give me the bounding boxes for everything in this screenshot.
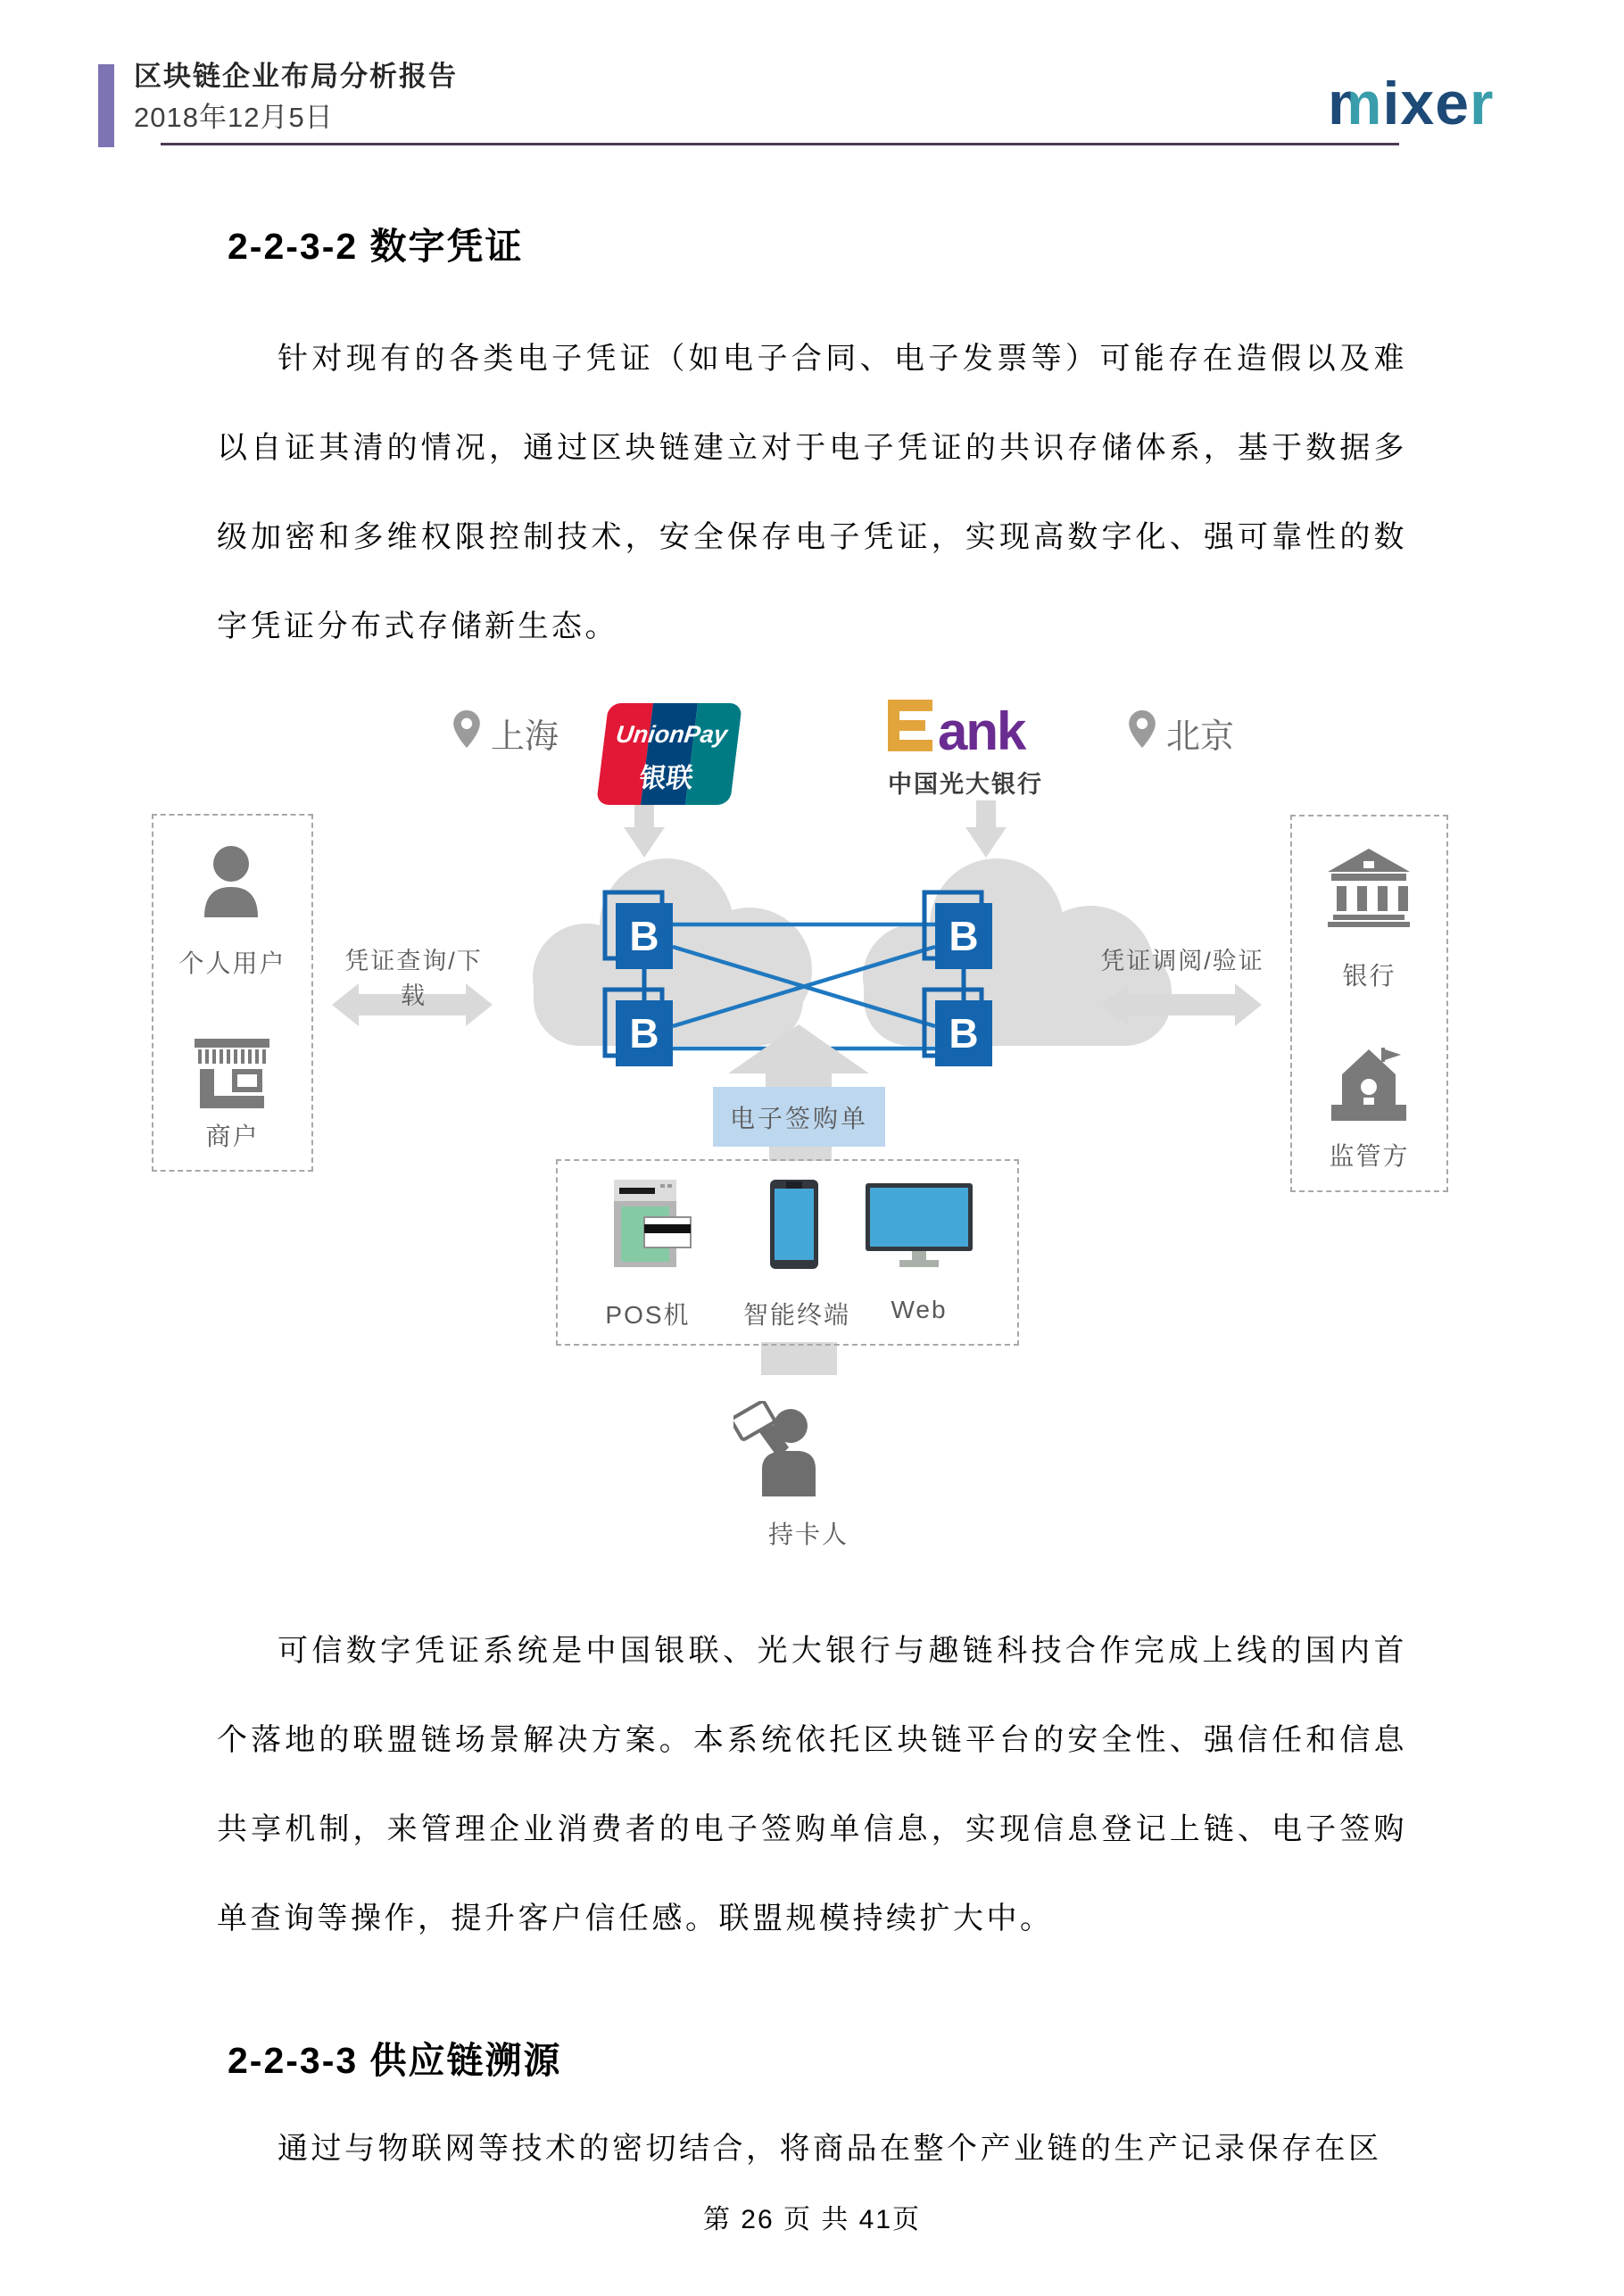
store-icon xyxy=(195,1039,269,1113)
logo-letter-e: e xyxy=(1435,70,1471,137)
regulator-label: 监管方 xyxy=(1329,1142,1410,1170)
location-shanghai-label: 上海 xyxy=(491,718,559,756)
smartphone-icon xyxy=(770,1180,818,1273)
bank-icon xyxy=(1328,849,1410,932)
merchant-label: 商户 xyxy=(205,1123,260,1150)
double-arrow-right xyxy=(1101,983,1262,1026)
everbright-bank-name: 中国光大银行 xyxy=(888,771,1043,798)
logo-letter-x: x xyxy=(1400,70,1436,137)
paragraph-digital-voucher-system: 可信数字凭证系统是中国银联、光大银行与趣链科技合作完成上线的国内首个落地的联盟链场景解决方案。本系统依托区块链平台的安全性、强信任和信息共享机制，来管理企业消费者的电子签购单信息，实现信息登记上链、电子签购单查询等操作，提升客户信任感。联盟规模持续扩大中。 xyxy=(217,1634,1407,1935)
down-arrow-bank xyxy=(965,800,1007,858)
logo-letter-m: m xyxy=(1328,70,1383,137)
user-group-box xyxy=(152,814,313,1172)
person-icon xyxy=(200,846,262,922)
terminals-box xyxy=(556,1159,1019,1346)
mixer-logo xyxy=(1328,70,1495,137)
location-beijing xyxy=(1129,709,1234,758)
section-heading-supply-chain: 2-2-3-3 供应链溯源 xyxy=(228,2040,562,2081)
pos-machine-icon xyxy=(614,1180,692,1275)
page-number: 第 26 页 共 41页 xyxy=(702,2205,922,2234)
map-pin-icon xyxy=(1129,710,1156,757)
cardholder-icon xyxy=(733,1401,832,1501)
smart-terminal-label: 智能终端 xyxy=(742,1301,850,1329)
retrieve-verify-label: 凭证调阅/验证 xyxy=(1100,948,1264,974)
everbright-e-icon xyxy=(888,700,932,756)
user-label: 个人用户 xyxy=(178,949,286,977)
query-download-label: 凭证查询/下载 xyxy=(344,948,483,1009)
pos-label: POS机 xyxy=(605,1301,691,1329)
regulator-icon xyxy=(1331,1048,1406,1129)
everbright-wordmark: ank xyxy=(938,701,1025,761)
digital-voucher-diagram xyxy=(134,680,1490,1572)
unionpay-logo xyxy=(596,703,742,805)
connector-terminals-cardholder xyxy=(761,1342,837,1375)
down-arrow-unionpay xyxy=(624,800,665,858)
bank-group-box xyxy=(1290,815,1448,1192)
block-letter: B xyxy=(629,913,659,959)
bank-label: 银行 xyxy=(1342,962,1396,990)
web-label: Web xyxy=(891,1296,948,1323)
block-letter: B xyxy=(949,913,979,959)
monitor-icon xyxy=(866,1183,973,1272)
header-accent-bar xyxy=(98,64,114,147)
logo-letter-r: r xyxy=(1470,70,1495,137)
report-title: 区块链企业布局分析报告 xyxy=(134,61,458,92)
location-beijing-label: 北京 xyxy=(1166,718,1235,756)
section-heading-digital-voucher: 2-2-3-2 数字凭证 xyxy=(228,226,524,267)
paragraph-digital-voucher-intro: 针对现有的各类电子凭证（如电子合同、电子发票等）可能存在造假以及难以自证其清的情况，通过区块链建立对于电子凭证的共识存储体系，基于数据多级加密和多维权限控制技术，安全保存电子凭证，实现高数字化、强可靠性的数字凭证分布式存储新生态。 xyxy=(217,342,1407,643)
block-letter: B xyxy=(949,1010,979,1057)
unionpay-wordmark: UnionPay xyxy=(614,721,729,748)
header-divider xyxy=(161,143,1399,145)
paragraph-supply-chain-intro: 通过与物联网等技术的密切结合，将商品在整个产业链的生产记录保存在区 xyxy=(278,2132,1382,2166)
everbright-bank-logo xyxy=(888,700,1043,800)
map-pin-icon xyxy=(453,710,480,757)
location-shanghai xyxy=(453,709,559,758)
block-letter: B xyxy=(629,1010,659,1057)
report-date: 2018年12月5日 xyxy=(134,102,334,133)
cardholder-label: 持卡人 xyxy=(767,1521,849,1548)
esign-slip-box: 电子签购单 xyxy=(713,1087,885,1147)
unionpay-cn-label: 银联 xyxy=(637,764,695,793)
logo-letter-i: i xyxy=(1382,70,1401,137)
